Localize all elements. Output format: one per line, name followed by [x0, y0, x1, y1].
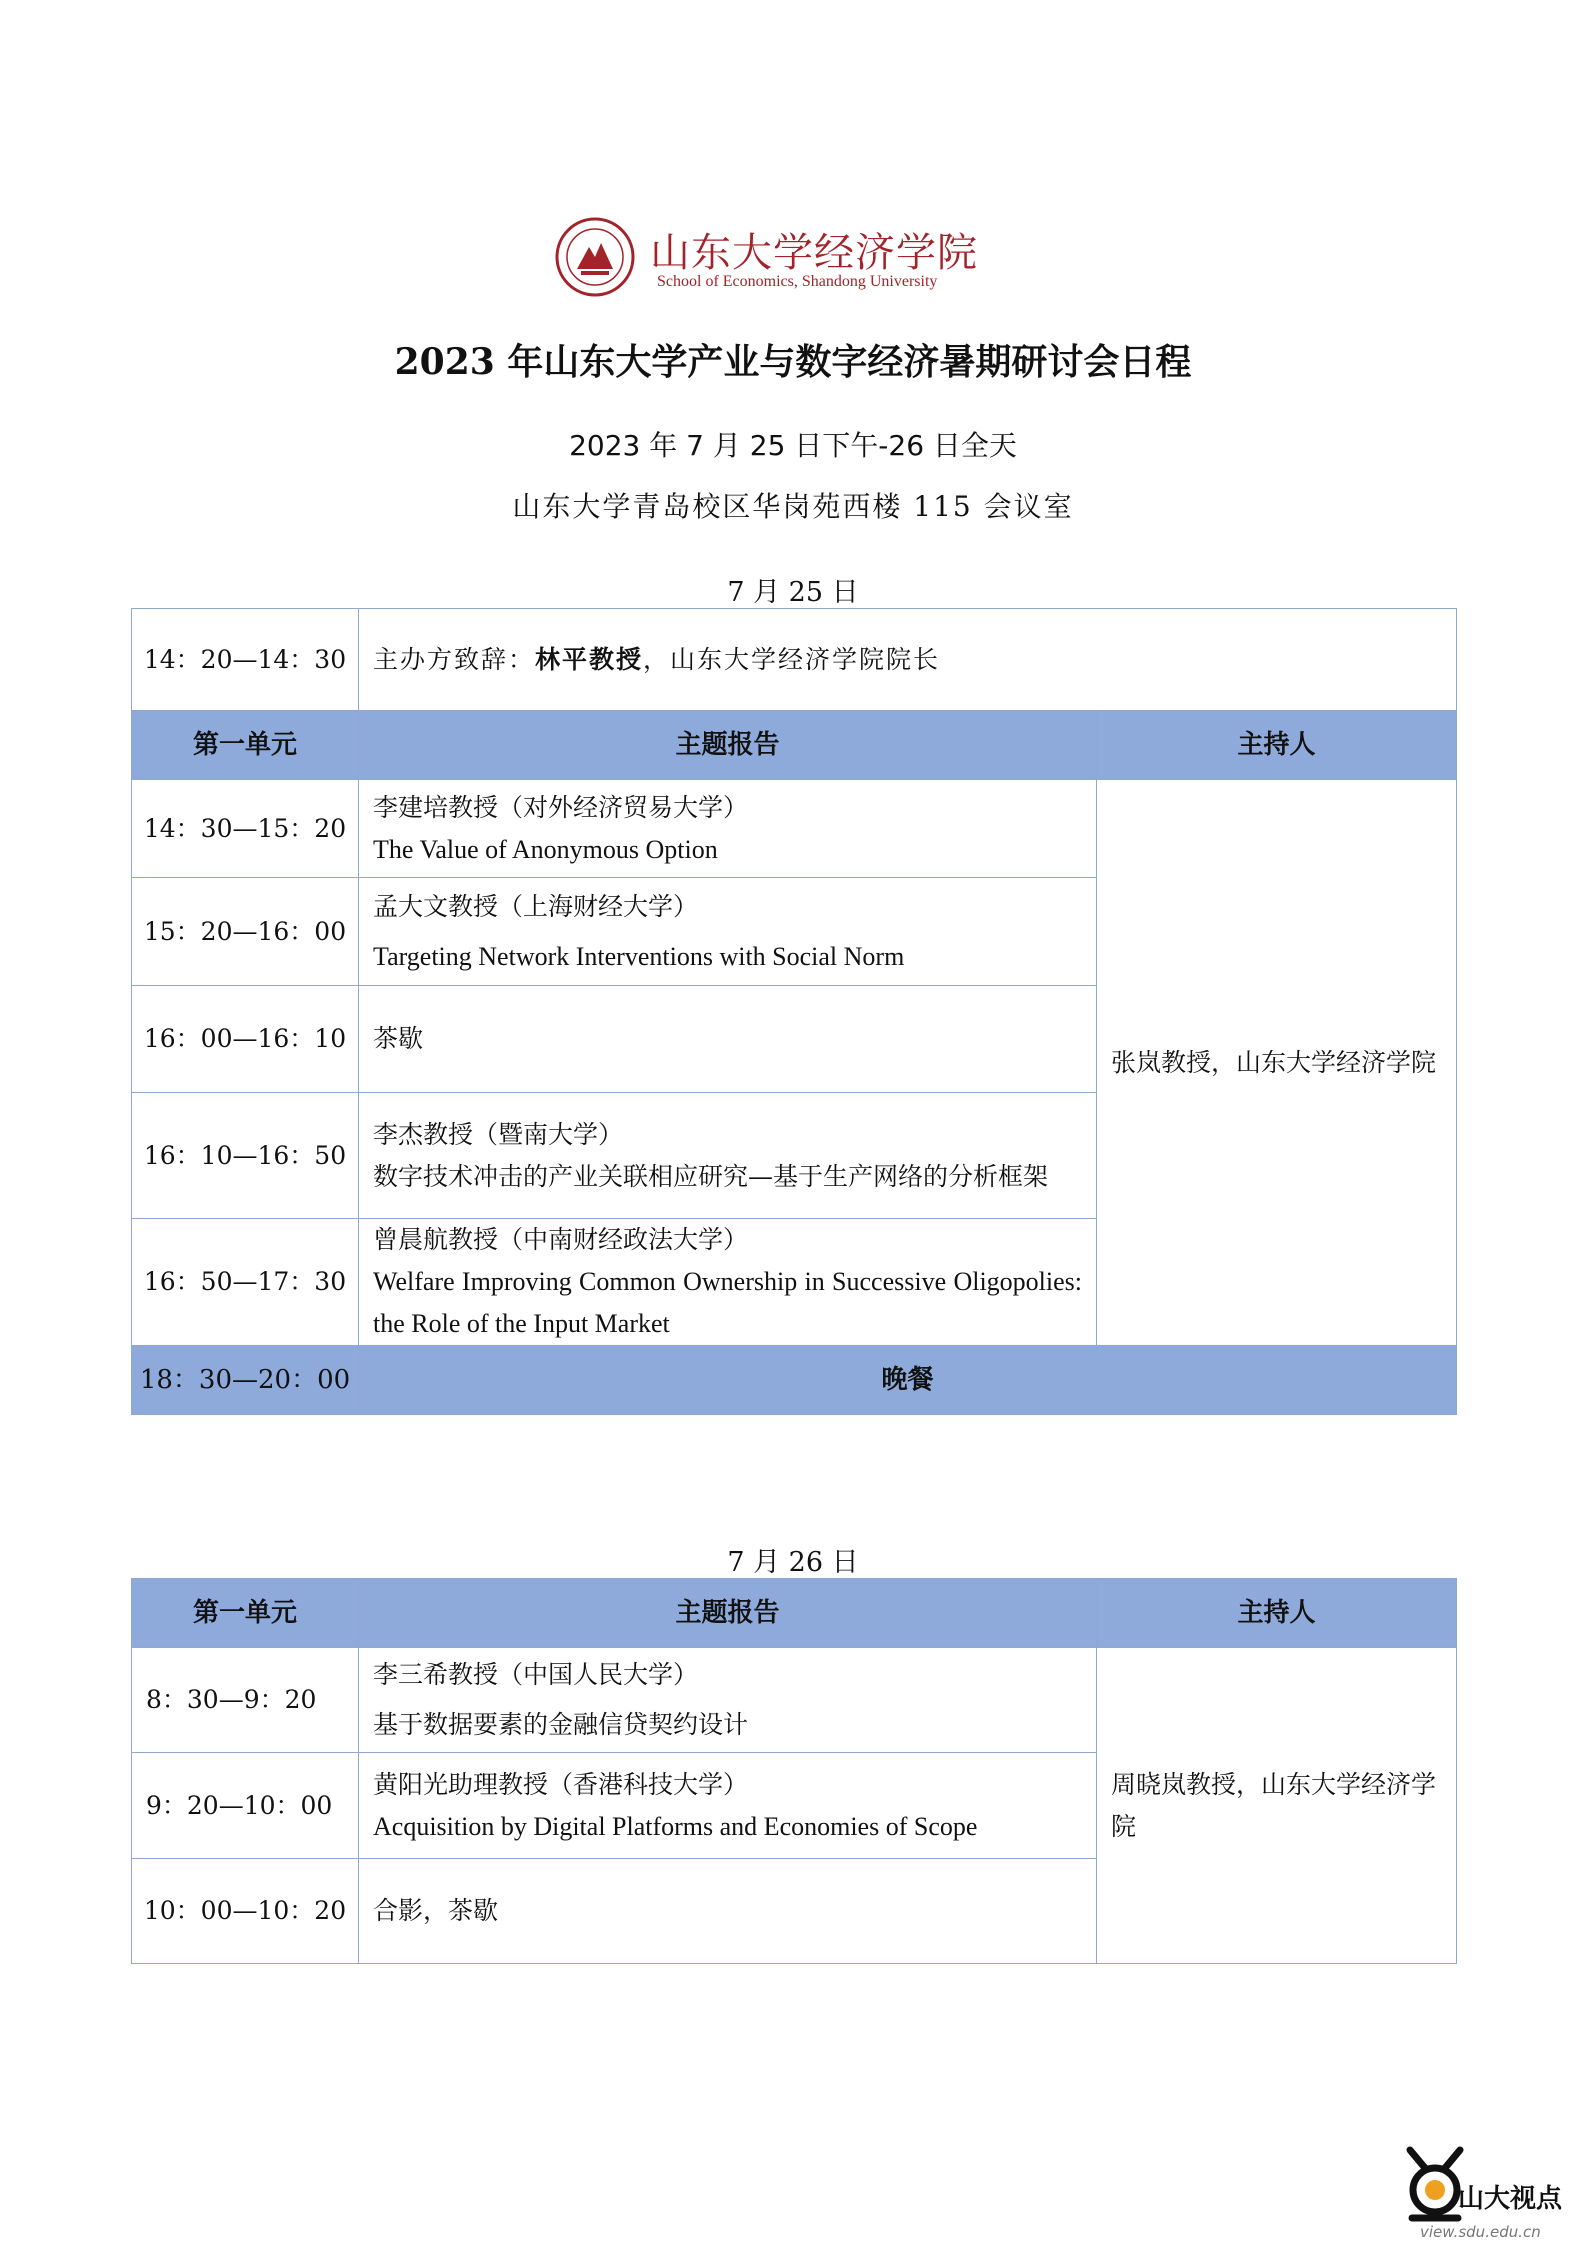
- school-name-en: School of Economics, Shandong University: [657, 273, 938, 290]
- opening-suffix: ，山东大学经济学院院长: [643, 644, 941, 674]
- watermark: [1400, 2140, 1586, 2245]
- school-logo: [555, 217, 1015, 297]
- day2-label: 7 月 26 日: [727, 1547, 859, 1578]
- session-cell: [359, 1859, 1097, 1964]
- session-speaker: 李杰教授（暨南大学）: [373, 1119, 624, 1149]
- session-time: 8：30—9：20: [132, 1648, 359, 1753]
- session-cell: [359, 1219, 1097, 1346]
- session-topic: Acquisition by Digital Platforms and Economies of Scope: [373, 1811, 978, 1841]
- school-name-cn: 山东大学经济学院: [650, 230, 978, 276]
- dinner-label: 晚餐: [359, 1346, 1457, 1415]
- table-header-row: [132, 1579, 1457, 1648]
- day1-label: 7 月 25 日: [727, 577, 859, 608]
- university-seal-icon: [555, 217, 635, 297]
- session-cell: [359, 986, 1097, 1093]
- session-time: 9：20—10：00: [132, 1753, 359, 1859]
- dinner-time: 18：30—20：00: [132, 1346, 359, 1415]
- session-speaker: 李建培教授（对外经济贸易大学）: [373, 792, 749, 822]
- event-date: 2023 年 7 月 25 日下午-26 日全天: [569, 429, 1017, 462]
- dinner-row: [132, 1346, 1457, 1415]
- header-topic: 主题报告: [359, 711, 1097, 780]
- session-time: 10：00—10：20: [132, 1859, 359, 1964]
- watermark-text: 山大视点: [1458, 2184, 1563, 2214]
- table-row: [132, 780, 1457, 878]
- day1-host: 张岚教授，山东大学经济学院: [1097, 780, 1457, 1346]
- session-speaker: 黄阳光助理教授（香港科技大学）: [373, 1769, 749, 1799]
- opening-remarks: [359, 609, 1457, 711]
- session-cell: [359, 1753, 1097, 1859]
- session-time: 15：20—16：00: [132, 878, 359, 986]
- session-speaker: 茶歇: [373, 1024, 424, 1053]
- session-topic: 基于数据要素的金融信贷契约设计: [373, 1710, 749, 1739]
- page-title: 2023 年山东大学产业与数字经济暑期研讨会日程: [394, 341, 1192, 383]
- header-unit: 第一单元: [132, 1579, 359, 1648]
- session-time: 16：00—16：10: [132, 986, 359, 1093]
- header-host: 主持人: [1097, 1579, 1457, 1648]
- opening-prefix: 主办方致辞：: [373, 644, 536, 674]
- event-venue: 山东大学青岛校区华岗苑西楼 115 会议室: [512, 490, 1074, 523]
- session-time: 14：30—15：20: [132, 780, 359, 878]
- header-unit: 第一单元: [132, 711, 359, 780]
- session-speaker: 合影，茶歇: [373, 1896, 499, 1925]
- session-topic: Welfare Improving Common Ownership in Successive Oligopolies: the Role of the Input Market: [373, 1267, 1082, 1338]
- day2-schedule-table: [131, 1578, 1457, 1964]
- header-host: 主持人: [1097, 711, 1457, 780]
- session-time: 16：50—17：30: [132, 1219, 359, 1346]
- table-row: [132, 609, 1457, 711]
- opening-speaker: 林平教授: [535, 644, 644, 674]
- table-row: [132, 1648, 1457, 1753]
- session-cell: [359, 780, 1097, 878]
- table-header-row: [132, 711, 1457, 780]
- session-topic: The Value of Anonymous Option: [373, 834, 718, 864]
- session-cell: [359, 1648, 1097, 1753]
- watermark-url: view.sdu.edu.cn: [1420, 2223, 1541, 2241]
- session-topic: Targeting Network Interventions with Social Norm: [373, 941, 905, 971]
- session-topic: 数字技术冲击的产业关联相应研究—基于生产网络的分析框架: [373, 1161, 1049, 1191]
- session-time: 16：10—16：50: [132, 1093, 359, 1219]
- day2-host: 周晓岚教授，山东大学经济学院: [1097, 1648, 1457, 1964]
- opening-time: 14：20—14：30: [132, 609, 359, 711]
- session-speaker: 曾晨航教授（中南财经政法大学）: [373, 1225, 749, 1254]
- session-speaker: 孟大文教授（上海财经大学）: [373, 891, 699, 921]
- session-cell: [359, 1093, 1097, 1219]
- session-speaker: 李三希教授（中国人民大学）: [373, 1660, 699, 1689]
- day1-schedule-table: [131, 608, 1457, 1415]
- session-cell: [359, 878, 1097, 986]
- header-topic: 主题报告: [359, 1579, 1097, 1648]
